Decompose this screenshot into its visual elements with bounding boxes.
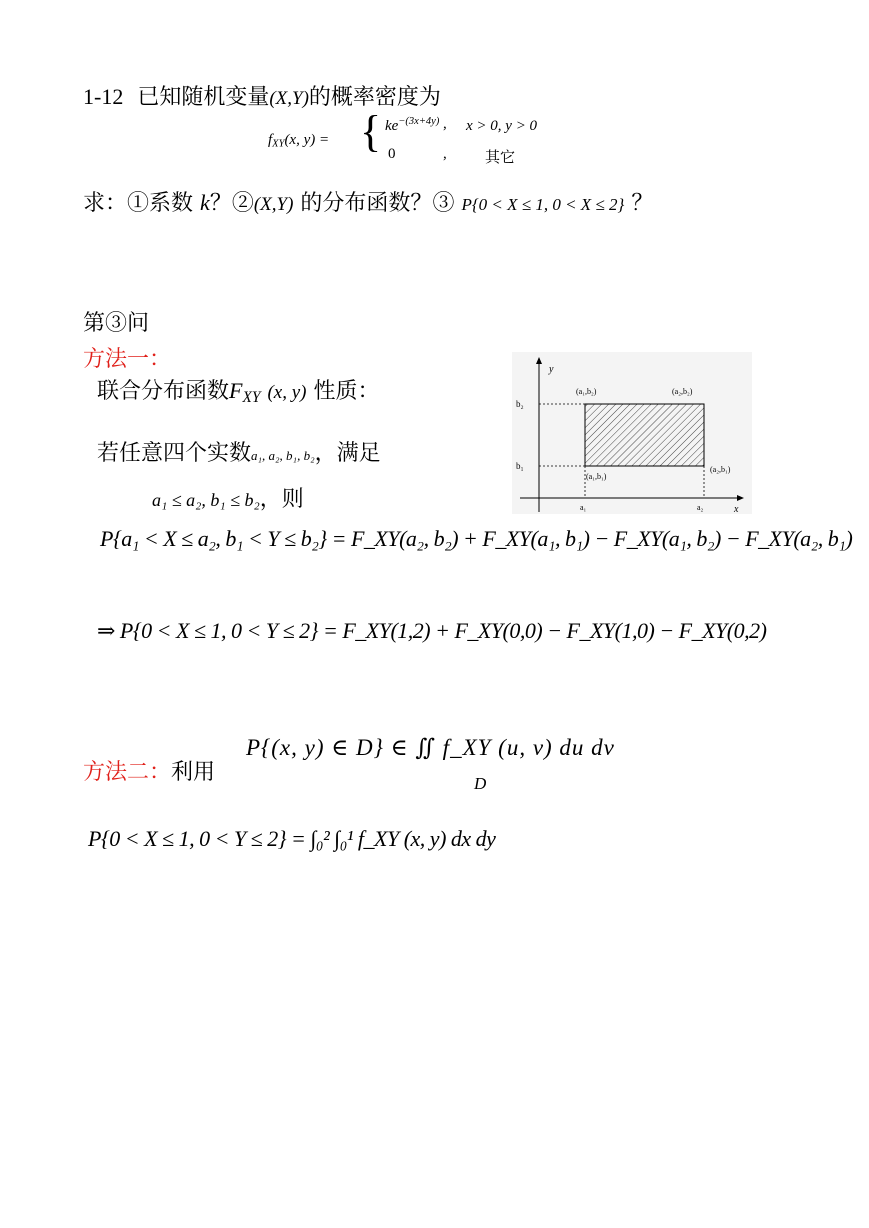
method2-header [83,755,215,786]
method1-title: 方法一： [83,347,172,372]
q1-var: k [200,190,210,215]
method1-line1 [97,374,379,407]
method1-line2 [97,436,381,467]
m1-line1-F: F [229,378,243,403]
label-b2: b₂ [516,399,524,409]
corner-bottom-left: (a₁,b₁) [586,472,607,481]
m1-line1-suffix: 性质： [313,379,380,404]
case1-expr: ke [385,117,399,134]
corner-top-right: (a₂,b₂) [672,387,693,396]
case2-cond: 其它 [485,148,516,166]
m1-line1-sub: XY [242,388,261,406]
m1-line3-suffix: ，则 [259,487,304,512]
m1-line2-suffix: ，满足 [314,441,381,466]
case2-comma: , [443,146,447,162]
density-lhs-args: (x, y) = [284,132,330,148]
statement-suffix: 的概率密度为 [308,85,441,110]
m1-line1-args: (x, y) [267,382,307,403]
label-b1: b₁ [516,461,524,471]
case2-expr: 0 [388,146,396,162]
section-title: 第③问 [83,311,150,336]
method2-formula: P{(x, y) ∈ D} ∈ ∬ f_XY (u, v) du dv [246,735,615,760]
m1-line3-cond: a₁ ≤ a₂, b₁ ≤ b₂ [152,490,260,510]
q1-text: 系数 [149,191,194,216]
rv-pair: (X,Y) [269,88,309,109]
density-lhs: f [268,132,273,148]
q2-pair: (X,Y) [253,194,294,215]
label-a1: a₁ [580,503,587,512]
m1-line2-vars: a₁, a₂, b₁, b₂ [251,448,315,463]
method1-line3 [152,482,304,513]
corner-top-left: (a₁,b₂) [576,387,597,396]
method2-title: 方法二： [83,760,172,785]
q1-marker: ① [127,191,150,216]
brace-icon: { [360,107,382,156]
q1-mark: ？ [209,191,232,216]
problem-number: 1-12 [83,84,124,109]
label-a2: a₂ [697,503,704,512]
case1-comma: , [443,116,447,132]
q2-marker: ② [231,191,254,216]
statement-prefix: 已知随机变量 [137,85,270,110]
m1-line2-prefix: 若任意四个实数 [97,441,252,466]
method2-use-text: 利用 [171,760,216,785]
q3-expr: P{0 < X ≤ 1, 0 < X ≤ 2} [461,195,625,214]
question-prefix: 求： [83,191,128,216]
q2-text: 的分布函数？ [300,191,433,216]
case1-exp: −(3x+4y) [398,116,440,127]
m1-line1-prefix: 联合分布函数 [97,379,230,404]
corner-bottom-right: (a₂,b₁) [710,465,731,474]
problem-statement [83,80,441,111]
axis-y-label: y [549,364,554,375]
hatched-region [585,404,704,466]
method1-formula: P{a₁ < X ≤ a₂, b₁ < Y ≤ b₂} = F_XY(a₂, b₂) + F_XY(a₁, b₁) − F_XY(a₁, b₂) − F_XY(a₂, b₁) [100,526,853,551]
method2-result: P{0 < X ≤ 1, 0 < Y ≤ 2} = ∫₀² ∫₀¹ f_XY (x, y) dx dy [88,826,496,851]
density-lhs-sub: XY [272,138,285,150]
method1-result: ⇒ P{0 < X ≤ 1, 0 < Y ≤ 2} = F_XY(1,2) + F_XY(0,0) − F_XY(1,0) − F_XY(0,2) [97,618,767,643]
q3-mark: ？ [631,191,654,216]
region-diagram [512,352,752,514]
axis-x-label: x [734,504,739,514]
q3-marker: ③ [432,191,455,216]
method2-region: D [474,774,487,793]
case1-cond: x > 0, y > 0 [466,118,538,134]
question-line [83,186,653,217]
